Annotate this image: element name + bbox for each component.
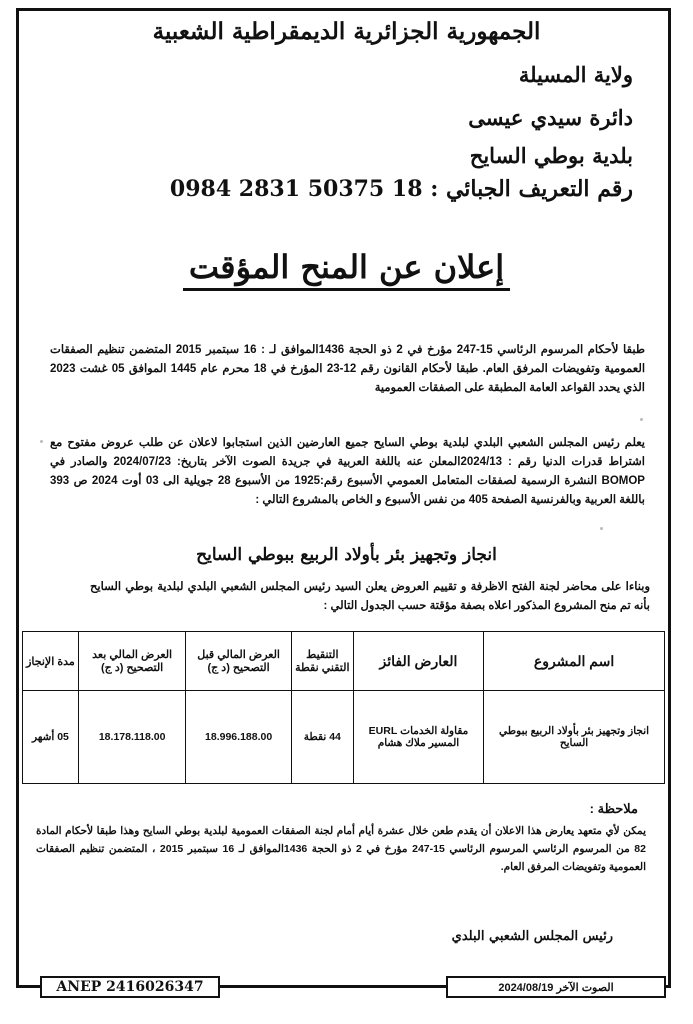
publication-date: الصوت الآخر 2024/08/19 bbox=[446, 976, 666, 998]
wilaya-line: ولاية المسيلة bbox=[518, 62, 633, 87]
fiscal-id-line bbox=[170, 176, 633, 202]
anep-reference: ANEP 2416026347 bbox=[40, 976, 220, 998]
header-duration: مدة الإنجاز bbox=[23, 632, 79, 691]
daira-line: دائرة سيدي عيسى bbox=[468, 105, 633, 130]
tender-paragraph: يعلم رئيس المجلس الشعبي البلدي لبلدية بوطي السايح جميع العارضين الذين استجابوا لاعلان عن طلب عروض مفتوح مع اشتراط قدرات الدنيا رقم : 2024/13المعلن عنه باللغة العربية في جريدة الصوت الآخر بتاريخ: 2024/07/23 والصادر في BOMOP النشرة الرسمية لصفقات المتعامل العمومي الأسبوع رقم:1925 من الأسبوع 28 جويلية الى 03 أوت 2024 ص 393 باللغة العربية وبالفرنسية الصفحة 405 من نفس الأسبوع و الخاص بالمشروع التالي : bbox=[50, 437, 645, 506]
cell-amount-before: 18.996.188.00 bbox=[186, 691, 291, 784]
header-winner: العارض الفائز bbox=[353, 632, 483, 691]
note-text: يمكن لأي متعهد يعارض هذا الاعلان أن يقدم طعن خلال عشرة أيام أمام لجنة الصفقات العمومية لبلدية بوطي السايح وهذا طبقا لأحكام المادة 82 من المرسوم الرئاسي المرسوم الرئاسي 15-247 مؤرخ في 2 ذو الحجة 1436الموافق لـ 16 سبتمبر 2015 ، المتضمن تنظيم الصفقات العمومية وتفويضات المرفق العام. bbox=[36, 825, 646, 873]
cell-technical-score: 44 نقطة bbox=[291, 691, 353, 784]
fiscal-id-label: رقم التعريف الجبائي : bbox=[430, 176, 633, 202]
table-row bbox=[23, 691, 665, 784]
scan-speck bbox=[40, 440, 43, 443]
announcement-title: إعلان عن المنح المؤقت bbox=[20, 248, 673, 286]
scan-speck bbox=[600, 527, 603, 530]
header-project: اسم المشروع bbox=[484, 632, 665, 691]
intro-paragraph: طبقا لأحكام المرسوم الرئاسي 15-247 مؤرخ في 2 ذو الحجة 1436الموافق لـ : 16 سبتمبر 2015 المتضمن تنظيم الصفقات العمومية وتفويضات المرفق العام. طبقا لأحكام القانون رقم 12-23 المؤرخ في 18 محرم عام 1445 الموافق 05 غشت 2023 الذي يحدد القواعد العامة المطبقة على الصفقات العمومية bbox=[50, 344, 646, 394]
cell-amount-after: 18.178.118.00 bbox=[78, 691, 186, 784]
republic-header: الجمهورية الجزائرية الديمقراطية الشعبية bbox=[152, 18, 541, 45]
note-title: ملاحظة : bbox=[589, 801, 638, 816]
committee-paragraph: وبناءا على محاضر لجنة الفتح الاظرفة و تقييم العروض يعلن السيد رئيس المجلس الشعبي البلدي لبلدية بوطي السايح بأنه تم منح المشروع المذكور اعلاه بصفة مؤقتة حسب الجدول التالي : bbox=[90, 581, 650, 612]
cell-winner bbox=[353, 691, 483, 784]
project-title: انجاز وتجهيز بئر بأولاد الربيع ببوطي السايح bbox=[196, 545, 497, 565]
scan-speck bbox=[640, 418, 643, 421]
header-amount-after: العرض المالي بعد التصحيح (د ج) bbox=[78, 632, 186, 691]
award-table bbox=[22, 631, 665, 784]
header-technical-score: التنقيط التقني نقطة bbox=[291, 632, 353, 691]
winner-company: مقاولة الخدمات EURL bbox=[368, 725, 469, 737]
table-header-row bbox=[23, 632, 665, 691]
winner-manager: المسير ملاك هشام bbox=[377, 737, 460, 749]
cell-duration: 05 أشهر bbox=[23, 691, 79, 784]
header-amount-before: العرض المالي قبل التصحيح (د ج) bbox=[186, 632, 291, 691]
signature: رئيس المجلس الشعبي البلدي bbox=[451, 929, 613, 944]
fiscal-id-value: 0984 2831 50375 18 bbox=[169, 176, 423, 202]
cell-project: انجاز وتجهيز بئر بأولاد الربيع ببوطي السايح bbox=[484, 691, 665, 784]
commune-line: بلدية بوطي السايح bbox=[469, 143, 633, 168]
